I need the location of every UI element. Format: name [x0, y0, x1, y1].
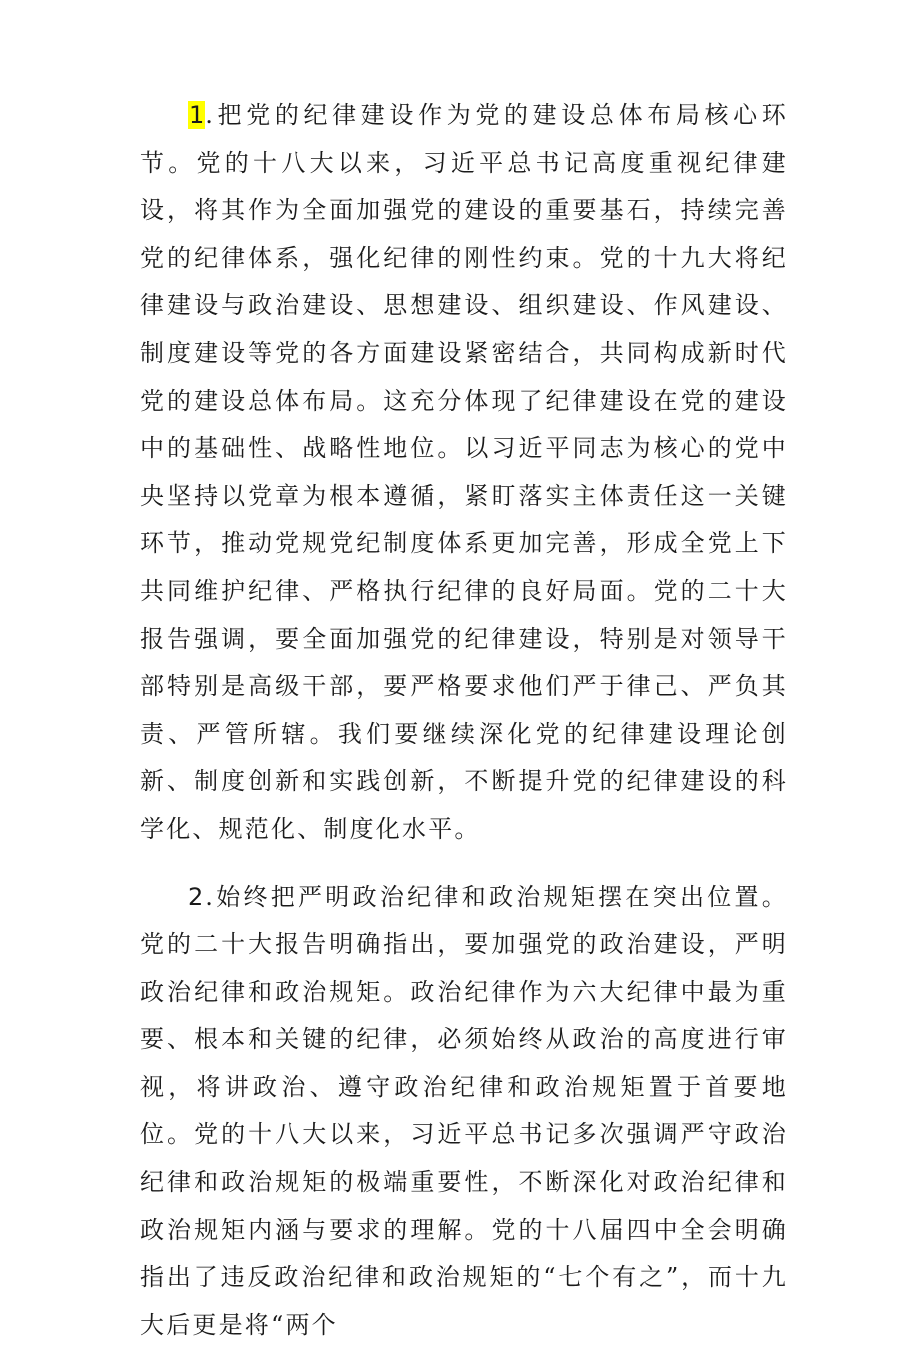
paragraph-2 — [140, 874, 788, 1350]
document-page — [140, 92, 788, 1369]
paragraph-1 — [140, 92, 788, 854]
paragraph-2-number: 2 — [188, 882, 204, 911]
paragraph-2-text: .始终把严明政治纪律和政治规矩摆在突出位置。党的二十大报告明确指出，要加强党的政治建设，严明政治纪律和政治规矩。政治纪律作为六大纪律中最为重要、根本和关键的纪律，必须始终从政治的高度进行审视，将讲政治、遵守政治纪律和政治规矩置于首要地位。党的十八大以来，习近平总书记多次强调严守政治纪律和政治规矩的极端重要性，不断深化对政治纪律和政治规矩内涵与要求的理解。党的十八届四中全会明确指出了违反政治纪律和政治规矩的“七个有之”，而十九大后更是将“两个 — [140, 882, 788, 1339]
paragraph-1-text: .把党的纪律建设作为党的建设总体布局核心环节。党的十八大以来，习近平总书记高度重视纪律建设，将其作为全面加强党的建设的重要基石，持续完善党的纪律体系，强化纪律的刚性约束。党的十九大将纪律建设与政治建设、思想建设、组织建设、作风建设、制度建设等党的各方面建设紧密结合，共同构成新时代党的建设总体布局。这充分体现了纪律建设在党的建设中的基础性、战略性地位。以习近平同志为核心的党中央坚持以党章为根本遵循，紧盯落实主体责任这一关键环节，推动党规党纪制度体系更加完善，形成全党上下共同维护纪律、严格执行纪律的良好局面。党的二十大报告强调，要全面加强党的纪律建设，特别是对领导干部特别是高级干部，要严格要求他们严于律己、严负其责、严管所辖。我们要继续深化党的纪律建设理论创新、制度创新和实践创新，不断提升党的纪律建设的科学化、规范化、制度化水平。 — [140, 101, 788, 843]
paragraph-1-number: 1 — [189, 101, 205, 129]
